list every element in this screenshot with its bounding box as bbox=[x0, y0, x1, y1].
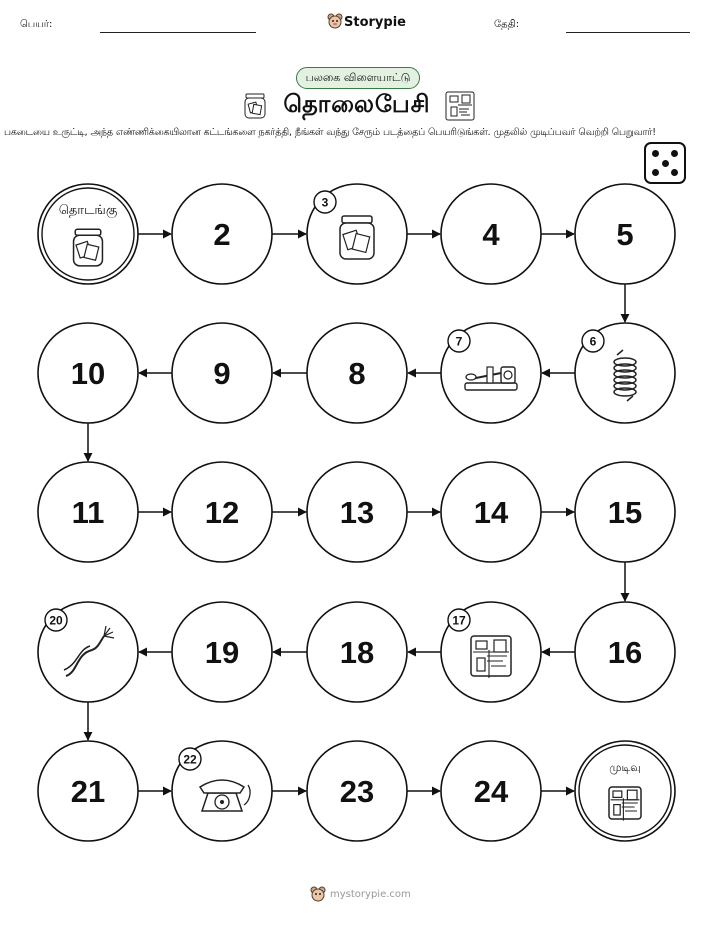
board-cell-5 bbox=[575, 184, 675, 284]
board-cell-2 bbox=[172, 184, 272, 284]
footer-logo-icon bbox=[310, 886, 326, 902]
cell-number: 6 bbox=[589, 334, 597, 349]
cell-number: 10 bbox=[70, 356, 106, 391]
cell-number: 13 bbox=[339, 495, 375, 530]
start-label: தொடங்கு bbox=[58, 202, 118, 217]
cell-number: 8 bbox=[348, 356, 366, 391]
cell-number: 4 bbox=[482, 217, 500, 252]
circuit-board-icon bbox=[471, 636, 511, 678]
page-title: தொலைபேசி bbox=[283, 90, 431, 118]
board-cell-12 bbox=[172, 462, 272, 562]
cell-number: 22 bbox=[183, 752, 197, 767]
board-cell-16 bbox=[575, 602, 675, 702]
board-cell-25 bbox=[575, 741, 675, 841]
date-label: தேதி: bbox=[494, 19, 520, 30]
board-cell-14 bbox=[441, 462, 541, 562]
board-cell-18 bbox=[307, 602, 407, 702]
board-cell-15 bbox=[575, 462, 675, 562]
brand-name: Storypie bbox=[344, 15, 406, 30]
jar-icon bbox=[74, 229, 103, 266]
jar-icon bbox=[340, 216, 374, 259]
cell-number: 3 bbox=[321, 195, 329, 210]
board-cell-20 bbox=[38, 602, 138, 702]
cell-number: 15 bbox=[607, 495, 643, 530]
board-cell-4 bbox=[441, 184, 541, 284]
cell-number: 7 bbox=[455, 334, 463, 349]
footer-url[interactable]: mystorypie.com bbox=[330, 889, 411, 900]
cell-number: 21 bbox=[70, 774, 106, 809]
board-cell-1 bbox=[38, 184, 138, 284]
board-cell-6 bbox=[575, 323, 675, 423]
cell-number: 11 bbox=[71, 495, 105, 530]
cell-number: 23 bbox=[339, 774, 375, 809]
board-cell-8 bbox=[307, 323, 407, 423]
cell-number: 16 bbox=[607, 635, 643, 670]
board-cell-10 bbox=[38, 323, 138, 423]
cell-number: 19 bbox=[204, 635, 240, 670]
cell-number: 9 bbox=[213, 356, 231, 391]
name-label: பெயர்: bbox=[20, 19, 53, 30]
cell-number: 24 bbox=[473, 774, 509, 809]
board-cell-11 bbox=[38, 462, 138, 562]
cell-number: 18 bbox=[339, 635, 375, 670]
instructions-text: பகடையை உருட்டி, அந்த எண்ணிக்கையிலான கட்டங்களை நகர்த்தி, நீங்கள் வந்து சேரும் படத்தைப் பெயரிடுங்கள். முதலில் முடிப்பவர் வெற்றி பெறுவார்! bbox=[4, 127, 657, 138]
board-cell-23 bbox=[307, 741, 407, 841]
cell-number: 17 bbox=[452, 613, 466, 628]
board-cell-7 bbox=[441, 323, 541, 423]
cell-number: 14 bbox=[473, 495, 509, 530]
board-cell-9 bbox=[172, 323, 272, 423]
board-cell-21 bbox=[38, 741, 138, 841]
circuit-board-icon bbox=[609, 787, 641, 821]
board-cell-17 bbox=[441, 602, 541, 702]
board-cell-3 bbox=[307, 184, 407, 284]
end-label: முடிவு bbox=[609, 762, 641, 774]
cell-number: 12 bbox=[204, 495, 240, 530]
board-cell-24 bbox=[441, 741, 541, 841]
board-cell-22 bbox=[172, 741, 272, 841]
cell-number: 5 bbox=[616, 217, 634, 252]
board-cell-13 bbox=[307, 462, 407, 562]
game-type-badge: பலகை விளையாட்டு bbox=[296, 67, 420, 89]
cell-number: 20 bbox=[49, 613, 63, 628]
cell-number: 2 bbox=[213, 217, 231, 252]
board-cell-19 bbox=[172, 602, 272, 702]
